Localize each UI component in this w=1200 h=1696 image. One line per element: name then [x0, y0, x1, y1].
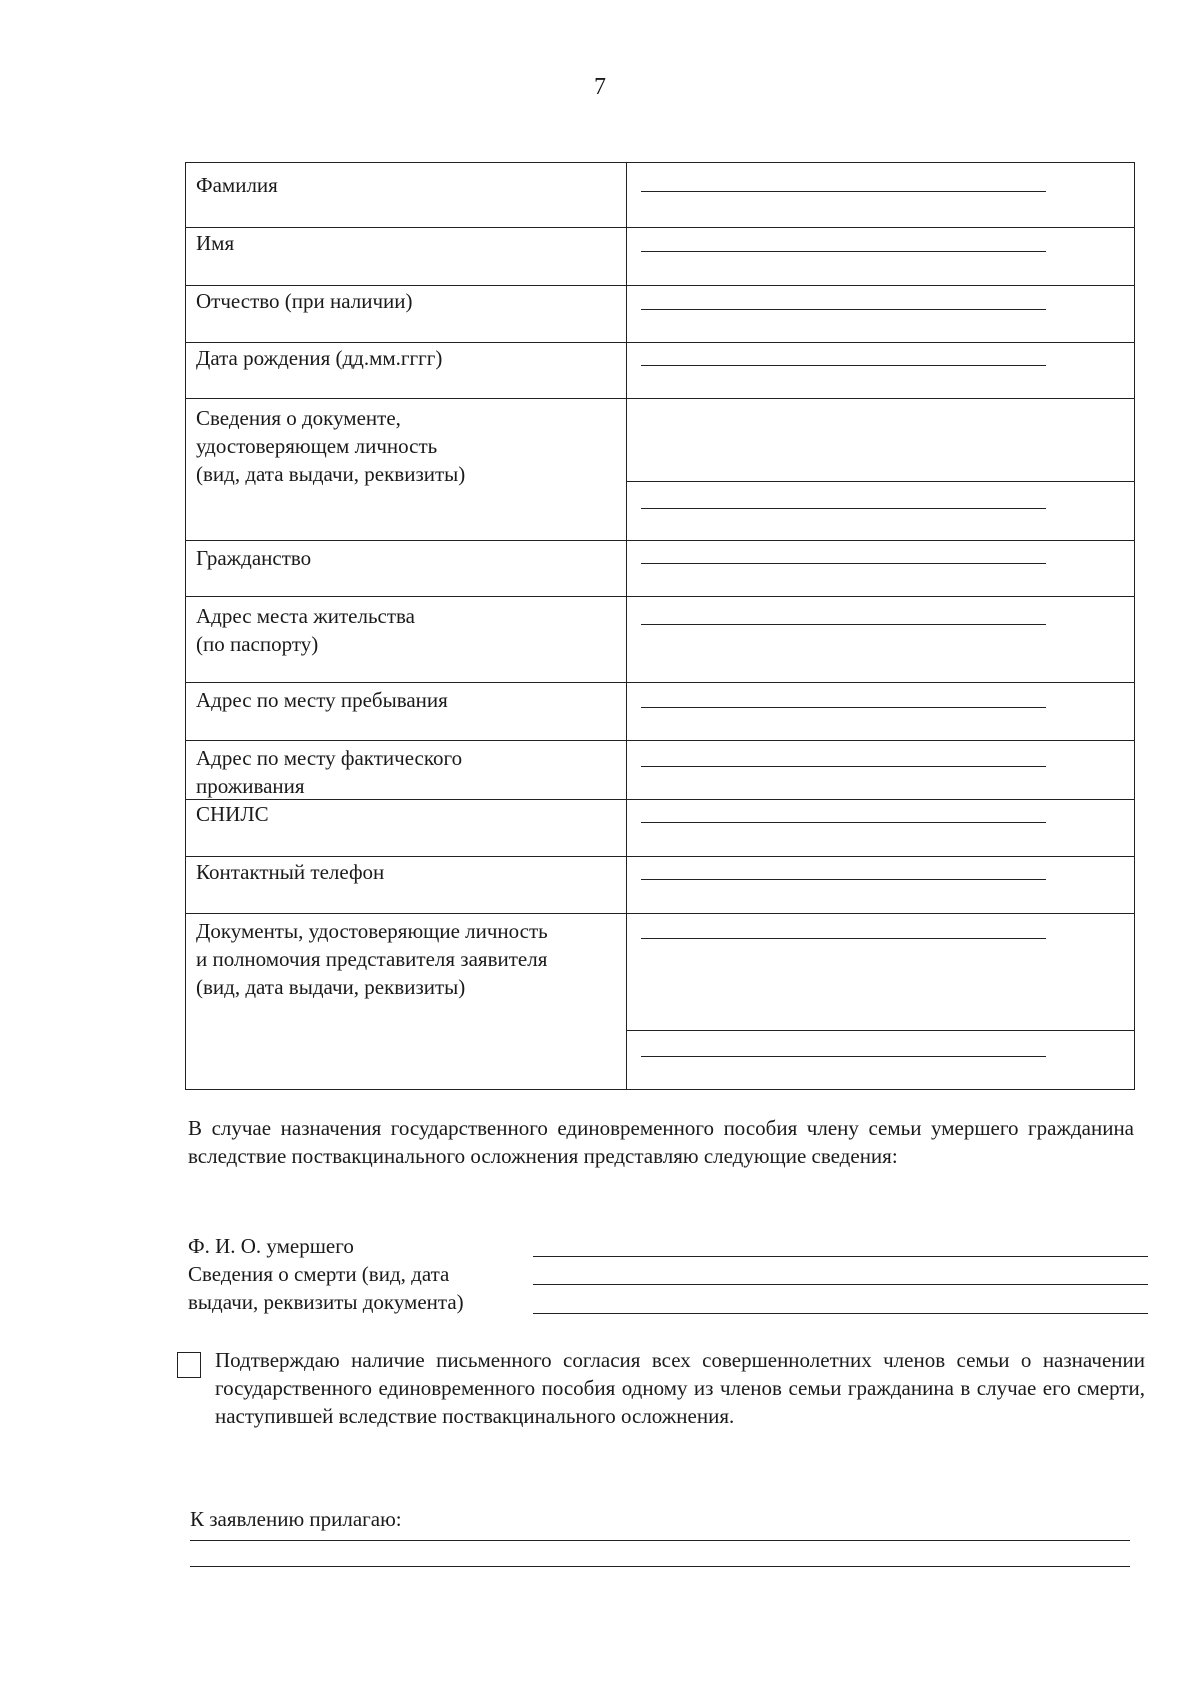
field-label-stay-address: Адрес по месту пребывания: [196, 688, 448, 712]
citizenship-input-line[interactable]: [641, 563, 1046, 564]
surname-input-line[interactable]: [641, 191, 1046, 192]
field-label-identity-document: Сведения о документе, удостоверяющем личность (вид, дата выдачи, реквизиты): [196, 406, 466, 486]
attachments-label: К заявлению прилагаю:: [190, 1507, 402, 1531]
registration-address-input-line[interactable]: [641, 624, 1046, 625]
row-divider: [186, 398, 1134, 399]
snils-input-line[interactable]: [641, 822, 1046, 823]
row-divider: [186, 856, 1134, 857]
row-divider: [186, 596, 1134, 597]
birth-date-input-line[interactable]: [641, 365, 1046, 366]
death-info-label: Сведения о смерти (вид, дата выдачи, реквизиты документа): [188, 1262, 464, 1314]
patronymic-input-line[interactable]: [641, 309, 1046, 310]
field-label-name: Имя: [196, 231, 235, 255]
identity-document-input-line[interactable]: [641, 508, 1046, 509]
column-divider: [626, 163, 627, 1089]
stay-address-input-line[interactable]: [641, 707, 1046, 708]
name-input-line[interactable]: [641, 251, 1046, 252]
attachments-input-line[interactable]: [190, 1540, 1130, 1541]
death-info-input-line[interactable]: [533, 1284, 1148, 1285]
deceased-intro-text: В случае назначения государственного единовременного пособия члену семьи умершего гражданина вследствие поствакцинального осложнения представляю следующие сведения:: [188, 1116, 1134, 1168]
phone-input-line[interactable]: [641, 879, 1046, 880]
row-divider: [186, 285, 1134, 286]
field-label-representative-documents: Документы, удостоверяющие личность и полномочия представителя заявителя (вид, дата выдачи, реквизиты): [196, 919, 548, 999]
consent-checkbox[interactable]: [177, 1352, 201, 1378]
row-divider: [186, 540, 1134, 541]
consent-text: Подтверждаю наличие письменного согласия всех совершеннолетних членов семьи о назначении государственного единовременного пособия одному из членов семьи гражданина в случае его смерти, наступившей вследствие поствакцинального осложнения.: [215, 1348, 1145, 1428]
page-number: 7: [594, 74, 606, 100]
death-info-input-line-2[interactable]: [533, 1313, 1148, 1314]
row-divider: [186, 682, 1134, 683]
field-label-citizenship: Гражданство: [196, 546, 312, 570]
attachments-input-line-2[interactable]: [190, 1566, 1130, 1567]
field-label-birth-date: Дата рождения (дд.мм.гггг): [196, 346, 443, 370]
row-divider: [626, 481, 1134, 482]
deceased-fio-label: Ф. И. О. умершего: [188, 1234, 354, 1258]
field-label-patronymic: Отчество (при наличии): [196, 289, 413, 313]
row-divider: [186, 740, 1134, 741]
row-divider: [186, 342, 1134, 343]
representative-documents-input-line[interactable]: [641, 938, 1046, 939]
deceased-fio-input-line[interactable]: [533, 1256, 1148, 1257]
representative-documents-input-line-2[interactable]: [641, 1056, 1046, 1057]
field-label-registration-address: Адрес места жительства (по паспорту): [196, 604, 415, 656]
actual-address-input-line[interactable]: [641, 766, 1046, 767]
field-label-actual-address: Адрес по месту фактического проживания: [196, 746, 463, 798]
field-label-snils: СНИЛС: [196, 802, 269, 826]
row-divider: [626, 1030, 1134, 1031]
row-divider: [186, 227, 1134, 228]
field-label-phone: Контактный телефон: [196, 860, 385, 884]
field-label-surname: Фамилия: [196, 173, 278, 197]
row-divider: [186, 913, 1134, 914]
applicant-form-table: [185, 162, 1135, 1090]
